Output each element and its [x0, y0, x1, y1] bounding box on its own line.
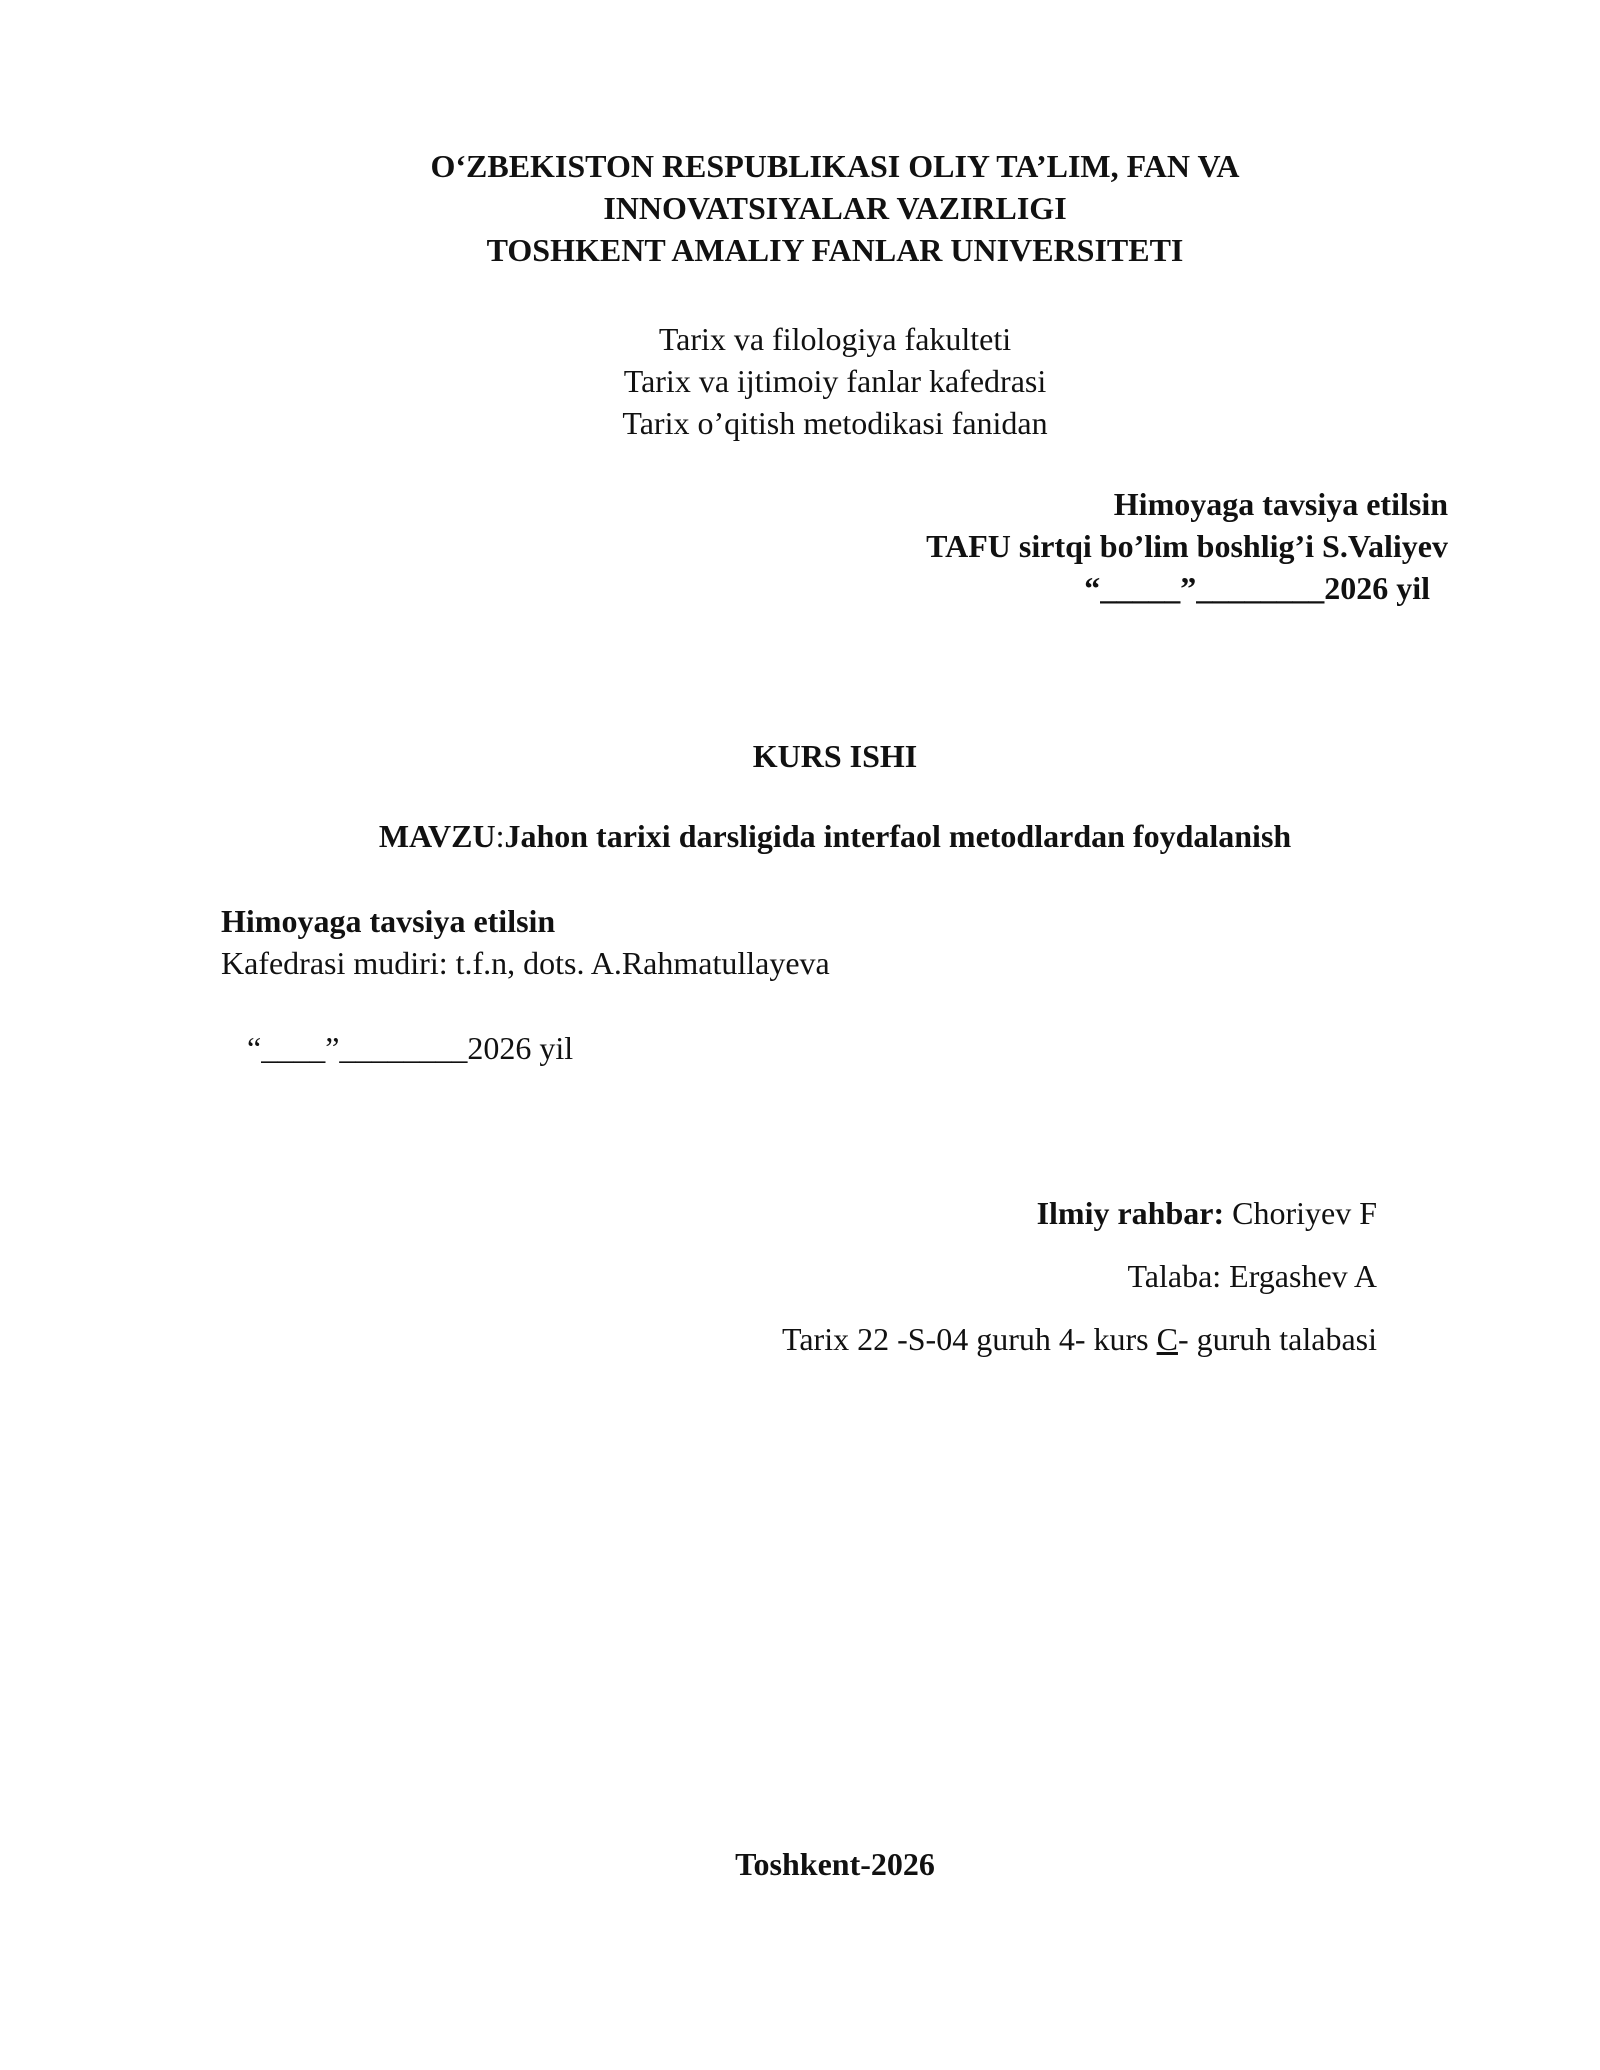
- work-type-title: KURS ISHI: [752, 738, 918, 774]
- group-prefix: Tarix 22 -S-04 guruh 4- kurs: [782, 1321, 1157, 1357]
- approval-left-block: [221, 900, 830, 984]
- topic-separator: :: [495, 818, 505, 854]
- group-line: [782, 1318, 1377, 1360]
- group-suffix: - guruh talabasi: [1177, 1321, 1377, 1357]
- ministry-line-1: O‘ZBEKISTON RESPUBLIKASI OLIY TA’LIM, FAN VA: [430, 148, 1240, 184]
- signers-block: [782, 1192, 1377, 1381]
- city-year: Toshkent-2026: [735, 1846, 935, 1882]
- topic-line: [0, 815, 1600, 857]
- group-letter: C: [1156, 1321, 1178, 1357]
- approval-left-date: “____”________2026 yil: [247, 1030, 574, 1066]
- topic-label: MAVZU: [378, 818, 496, 854]
- faculty-name: Tarix va filologiya fakulteti: [658, 321, 1012, 357]
- approval-left-title: Himoyaga tavsiya etilsin: [221, 903, 556, 939]
- university-name: TOSHKENT AMALIY FANLAR UNIVERSITETI: [486, 232, 1184, 268]
- approval-right-title: Himoyaga tavsiya etilsin: [1113, 486, 1448, 522]
- student-line: Talaba: Ergashev A: [1127, 1258, 1377, 1294]
- approval-right-person: TAFU sirtqi bo’lim boshlig’i S.Valiyev: [926, 528, 1448, 564]
- approval-left-person: Kafedrasi mudiri: t.f.n, dots. A.Rahmatullayeva: [221, 945, 830, 981]
- approval-right-date: “_____”________2026 yil: [1084, 570, 1430, 606]
- subject-name: Tarix o’qitish metodikasi fanidan: [622, 405, 1048, 441]
- advisor-label: Ilmiy rahbar:: [1036, 1195, 1225, 1231]
- ministry-line-2: INNOVATSIYALAR VAZIRLIGI: [603, 190, 1067, 226]
- advisor-name: Choriyev F: [1224, 1195, 1377, 1231]
- department-name: Tarix va ijtimoiy fanlar kafedrasi: [623, 363, 1047, 399]
- topic-title: Jahon tarixi darsligida interfaol metodlardan foydalanish: [504, 818, 1292, 854]
- advisor-line: [782, 1192, 1377, 1234]
- ministry-header: [0, 145, 1600, 271]
- approval-right-block: [926, 483, 1448, 609]
- faculty-block: [0, 318, 1600, 444]
